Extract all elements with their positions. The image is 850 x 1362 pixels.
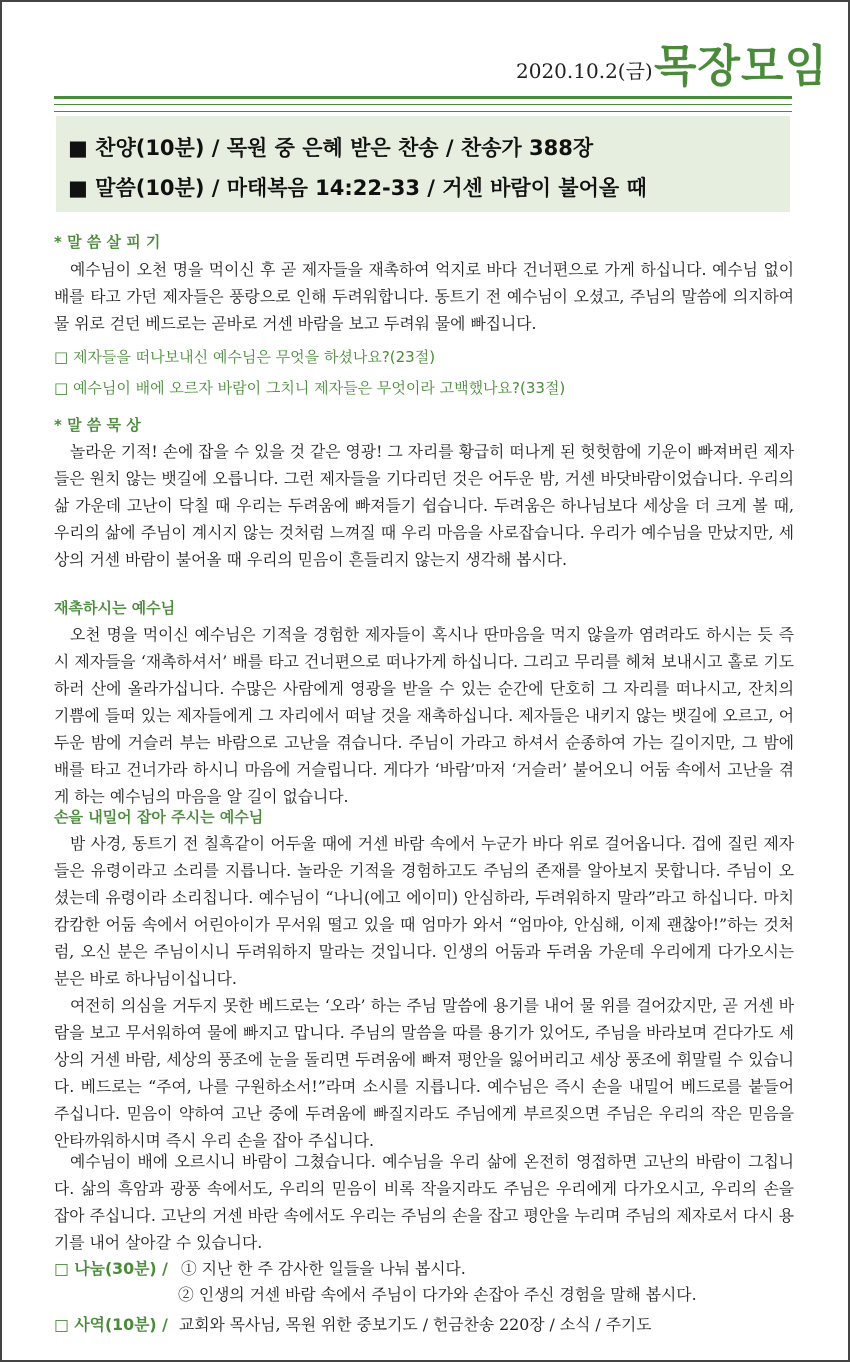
agenda-box <box>56 116 790 212</box>
section-text-meditate <box>54 438 794 573</box>
header-rule-thin-2 <box>54 111 792 112</box>
ministry-label: □ 사역(10분) / <box>54 1315 168 1334</box>
meeting-date: 2020.10.2(금) <box>516 59 653 83</box>
section-text-urge <box>54 621 794 810</box>
header-rule-thin <box>54 104 792 105</box>
sharing-line-1 <box>54 1256 466 1279</box>
section-text-conclusion <box>54 1148 794 1256</box>
paragraph: 놀라운 기적! 손에 잡을 수 있을 것 같은 영광! 그 자리를 황급히 떠나게 된 헛헛함에 기운이 빠져버린 제자들은 원치 않는 뱃길에 오릅니다. 그런 제자들을 기다리던 것은 어두운 밤, 거센 바닷바람이었습니다. 우리의 삶 가운데 고난이 닥칠 때 우리는 두려움에 빠져들기 쉽습니다. 두려움은 하나님보다 세상을 더 크게 볼 때, 우리의 삶에 주님이 계시지 않는 것처럼 느껴질 때 우리 마음을 사로잡습니다. 우리가 예수님을 만났지만, 세상의 거센 바람이 불어올 때 우리의 믿음이 흔들리지 않는지 생각해 봅시다. <box>54 442 794 569</box>
header-rule <box>54 96 792 99</box>
sharing-label: □ 나눔(30분) / <box>54 1259 168 1278</box>
paragraph: 예수님이 오천 명을 먹이신 후 곧 제자들을 재촉하여 억지로 바다 건너편으로 가게 하십니다. 예수님 없이 배를 타고 가던 제자들은 풍랑으로 인해 두려워합니다. 동트기 전 예수님이 오셨고, 주님의 말씀에 의지하여 물 위로 걷던 베드로는 곧바로 거센 바람을 보고 두려워 물에 빠집니다. <box>54 260 794 333</box>
ministry-text: 교회와 목사님, 목원 위한 중보기도 / 헌금찬송 220장 / 소식 / 주기도 <box>178 1315 652 1334</box>
section-text-observe <box>54 256 794 337</box>
paragraph: 오천 명을 먹이신 예수님은 기적을 경험한 제자들이 혹시나 딴마음을 먹지 않을까 염려라도 하시는 듯 즉시 제자들을 ‘재촉하셔서’ 배를 타고 건너편으로 떠나가게 하십니다. 그리고 무리를 헤쳐 보내시고 홀로 기도하러 산에 올라가십니다. 수많은 사람에게 영광을 받을 수 있는 순간에 단호히 그 자리를 떠나시고, 잔치의 기쁨에 들떠 있는 제자들에게 그 자리에서 떠날 것을 재촉하십니다. 제자들은 내키지 않는 뱃길에 오르고, 어두운 밤에 거슬러 부는 바람으로 고난을 겪습니다. 주님이 가라고 하셔서 순종하여 가는 길이지만, 그 밤에 배를 타고 건너가라 하시니 마음에 거슬립니다. 게다가 ‘바람’마저 ‘거슬러’ 불어오니 어둠 속에서 고난을 겪게 하는 예수님의 마음을 알 길이 없습니다. <box>54 625 795 806</box>
paragraph: 밤 사경, 동트기 전 칠흑같이 어두울 때에 거센 바람 속에서 누군가 바다 위로 걸어옵니다. 겁에 질린 제자들은 유령이라고 소리를 지릅니다. 놀라운 기적을 경험하고도 주님의 존재를 알아보지 못합니다. 주님이 오셨는데 유령이라 소리칩니다. 예수님이 “나니(에고 에이미) 안심하라, 두려워하지 말라”라고 하십니다. 마치 캄캄한 어둠 속에서 어린아이가 무서워 떨고 있을 때 엄마가 와서 “엄마야, 안심해, 이제 괜찮아!”하는 것처럼, 오신 분은 주님이시니 두려워하지 말라는 것입니다. 인생의 어둠과 두려움 가운데 우리에게 다가오시는 분은 바로 하나님이십니다. <box>54 834 794 988</box>
sharing-item-2: ② 인생의 거센 바람 속에서 주님이 다가와 손잡아 주신 경험을 말해 봅시다. <box>178 1285 697 1304</box>
section-title-hand: 손을 내밀어 잡아 주시는 예수님 <box>54 808 264 826</box>
section-text-hand <box>54 830 794 1154</box>
paragraph: 여전히 의심을 거두지 못한 베드로는 ‘오라’ 하는 주님 말씀에 용기를 내어 물 위를 걸어갔지만, 곧 거센 바람을 보고 무서워하여 물에 빠지고 맙니다. 주님의 말씀을 따를 용기가 있어도, 주님을 바라보며 걷다가도 세상의 거센 바람, 세상의 풍조에 눈을 돌리면 두려움에 빠져 평안을 잃어버리고 세상 풍조에 휘말릴 수 있습니다. 베드로는 “주여, 나를 구원하소서!”라며 소시를 지릅니다. 예수님은 즉시 손을 내밀어 베드로를 붙들어 주십니다. 믿음이 약하여 고난 중에 두려움에 빠질지라도 주님에게 부르짖으면 주님은 우리의 작은 믿음을 안타까워하시며 즉시 우리 손을 잡아 주십니다. <box>54 996 794 1150</box>
question-1: □ 제자들을 떠나보내신 예수님은 무엇을 하셨나요?(23절) <box>54 348 436 366</box>
paragraph: 예수님이 배에 오르시니 바람이 그쳤습니다. 예수님을 우리 삶에 온전히 영접하면 고난의 바람이 그칩니다. 삶의 흑암과 광풍 속에서도, 우리의 믿음이 비록 작을지라도 주님은 우리에게 다가오시고, 우리의 손을 잡아 주십니다. 고난의 거센 바란 속에서도 우리는 주님의 손을 잡고 평안을 누리며 주님의 제자로서 다시 용기를 내어 살아갈 수 있습니다. <box>54 1152 794 1252</box>
agenda-praise: ■ 찬양(10분) / 목원 중 은혜 받은 찬송 / 찬송가 388장 <box>68 136 594 160</box>
ministry-line <box>54 1312 652 1335</box>
sharing-item-1: ① 지난 한 주 감사한 일들을 나눠 봅시다. <box>180 1259 466 1278</box>
sharing-line-2 <box>178 1282 697 1305</box>
section-title-meditate: * 말 씀 묵 상 <box>54 416 141 434</box>
agenda-word: ■ 말씀(10분) / 마태복음 14:22-33 / 거센 바람이 불어올 때 <box>68 176 647 200</box>
section-title-observe: * 말 씀 살 피 기 <box>54 233 161 251</box>
question-2: □ 예수님이 배에 오르자 바람이 그치니 제자들은 무엇이라 고백했나요?(33절) <box>54 379 566 397</box>
section-title-urge: 재촉하시는 예수님 <box>54 599 176 617</box>
page-title: 목장모임 <box>654 41 829 92</box>
